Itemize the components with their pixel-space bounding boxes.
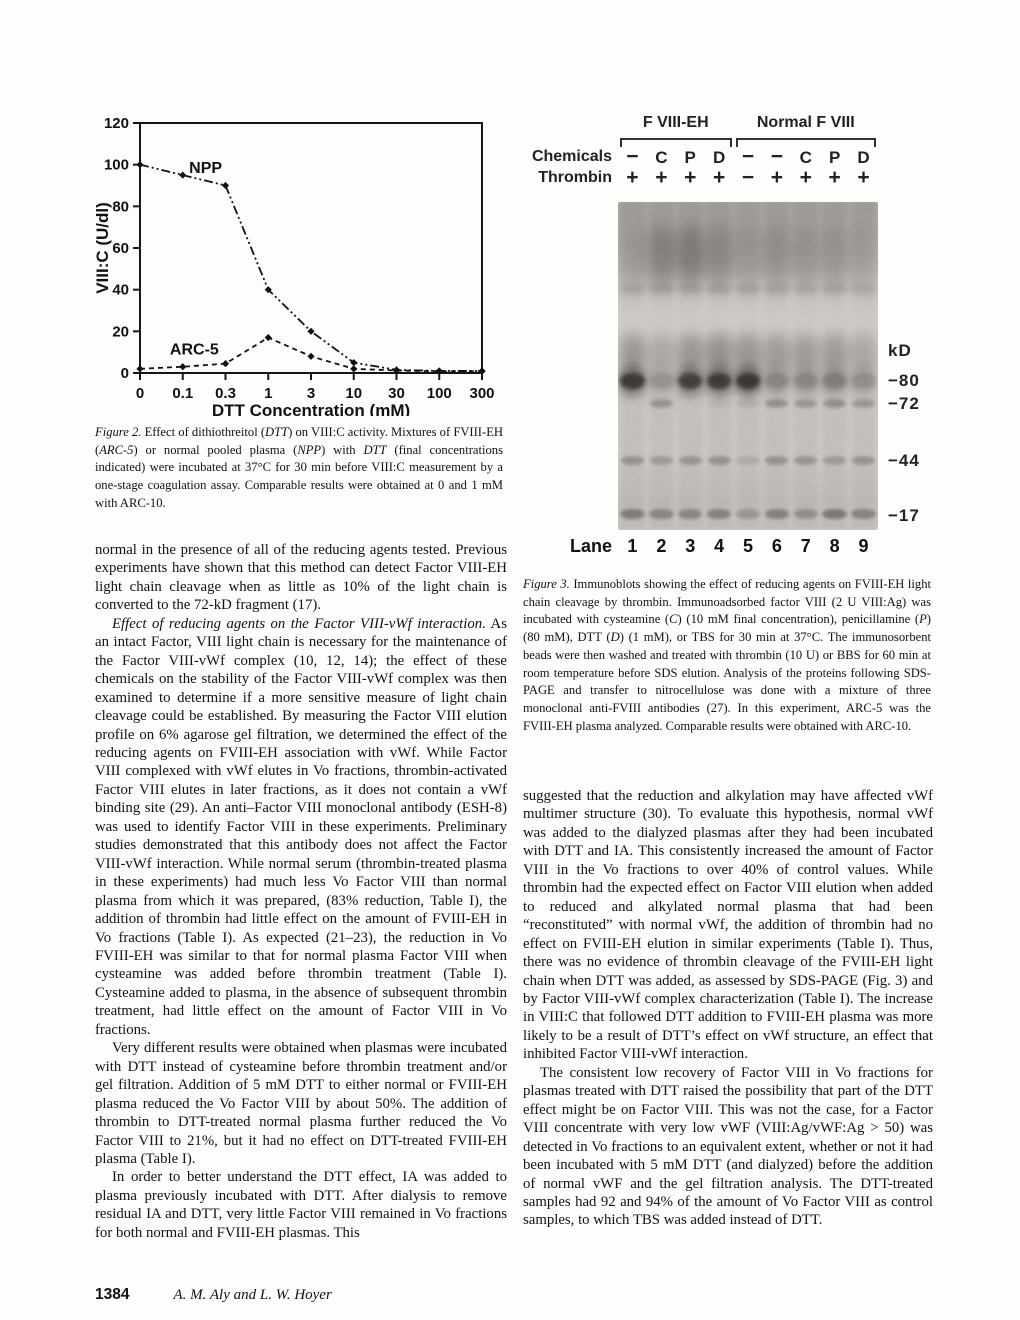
lane-number-3: 3	[685, 536, 696, 556]
kd-marker-44: −44	[888, 451, 920, 471]
group-bracket	[736, 138, 876, 147]
x-axis-title: DTT Concentration (mM)	[211, 401, 411, 416]
x-tick-label: 10	[345, 385, 363, 402]
data-point	[222, 182, 229, 189]
thrombin-symbol-lane-7: +	[799, 166, 812, 189]
lane-row-label: Lane	[569, 536, 612, 556]
thrombin-symbol-lane-8: +	[828, 166, 841, 189]
fviii-dtt-chart	[92, 108, 504, 416]
y-tick-label: 80	[112, 198, 129, 216]
chemicals-symbol-lane-9: D	[857, 148, 870, 167]
kd-marker-72: −72	[888, 394, 920, 414]
chemicals-symbol-lane-8: P	[828, 148, 841, 167]
paragraph: suggested that the reduction and alkylation may have affected vWf multimer structure (30). To evaluate this hypothesis, normal vWf was added to the dialyzed plasmas after they had been incubated with DTT and IA. This consistently increased the amount of Factor VIII in the Vo fractions to over 40% of control values. While thrombin had the expected effect on Factor VIII elution when added to reduced and alkylated normal plasma that had been “reconstituted” with normal vWf, the addition of thrombin had no effect on FVIII-EH elution in similar experiments (Table I). Thus, there was no evidence of thrombin cleavage of the FVIII-EH light chain when DTT was added, as assessed by SDS-PAGE (Fig. 3) and by Factor VIII-vWf complex characterization (Table I). The increase in VIII:C that followed DTT addition to FVIII-EH plasma was more likely to be a result of DTT’s effect on vWf structure, an effect that inhibited Factor VIII-vWf interaction.	[523, 788, 933, 1063]
lane-number-9: 9	[858, 536, 869, 556]
figure3-immunoblot	[523, 110, 935, 568]
y-tick-label: 100	[103, 156, 129, 174]
y-tick-label: 20	[112, 323, 129, 341]
figure2-caption: Figure 2. Effect of dithiothreitol (DTT) on VIII:C activity. Mixtures of FVIII-EH (ARC-5) or normal pooled plasma (NPP) with DTT (final concentrations indicated) were incubated at 37°C for 30 min before VIII:C measurement by a one-stage coagulation assay. Comparable results were obtained at 0 and 1 mM with ARC-10.	[95, 425, 503, 510]
running-authors: A. M. Aly and L. W. Hoyer	[173, 1287, 332, 1303]
lane-number-1: 1	[627, 536, 638, 556]
thrombin-symbol-lane-2: +	[655, 166, 668, 189]
y-axis-title: VIII:C (U/dl)	[93, 202, 112, 294]
row-label-chemicals: Chemicals	[531, 148, 612, 165]
thrombin-symbol-lane-6: +	[770, 166, 784, 189]
paragraph: normal in the presence of all of the reducing agents tested. Previous experiments have shown that this method can detect Factor VIII-EH light chain cleavage when as little as 10% of the light chain is converted to the 72-kD fragment (17).	[95, 542, 507, 614]
data-point	[136, 365, 143, 372]
chemicals-symbol-lane-6: −	[770, 145, 784, 168]
paragraph: In order to better understand the DTT effect, IA was added to plasma previously incubated with DTT. After dialysis to remove residual IA and DTT, very little Factor VIII remained in Vo fractions for both normal and FVIII-EH plasmas. This	[95, 1169, 507, 1241]
thrombin-symbol-lane-4: +	[712, 166, 726, 189]
data-point	[179, 363, 186, 370]
chemicals-symbol-lane-7: C	[799, 148, 812, 167]
kd-marker-80: −80	[888, 371, 920, 391]
x-tick-label: 0.3	[215, 385, 236, 402]
paragraph: Effect of reducing agents on the Factor VIII-vWf interaction. As an intact Factor, VIII light chain is necessary for the maintenance of the Factor VIII-vWf complex (10, 12, 14); the effect of these chemicals on the stability of the Factor VIII-vWf complex was then examined to determine if a more sensitive measure of light chain cleavage could be established. By measuring the Factor VIII elution profile on 6% agarose gel filtration, we determined the effect of the reducing agents on FVIII-EH association with vWf. While Factor VIII complexed with vWf elutes in Vo fractions, thrombin-activated Factor VIII elutes in later fractions, as it does not contain a vWf binding site (29). An anti–Factor VIII monoclonal antibody (ESH-8) was used to identify Factor VIII in these experiments. Preliminary studies demonstrated that this antibody does not affect the Factor VIII-vWf interaction. While normal serum (thrombin-treated plasma in these experiments) had much less Vo Factor VIII than normal plasma from which it was prepared, (83% reduction, Table I), the addition of thrombin had little effect on the amount of FVIII-EH in Vo fractions (Table I). As expected (21–23), the reduction in Vo FVIII-EH was similar to that for normal plasma Factor VIII when cysteamine was added before thrombin treatment (Table I). Cysteamine added to plasma, in the absence of subsequent thrombin treatment, had little effect on the amount of Factor VIII in Vo fractions.	[95, 615, 507, 1038]
chemicals-symbol-lane-2: C	[655, 148, 668, 167]
right-column-text	[523, 787, 933, 1230]
x-tick-label: 300	[469, 385, 495, 402]
thrombin-symbol-lane-9: +	[857, 166, 870, 189]
lane-number-7: 7	[800, 536, 811, 556]
x-tick-label: 0	[135, 385, 145, 402]
data-point	[265, 334, 272, 341]
data-point	[307, 353, 314, 360]
chemicals-symbol-lane-1: −	[626, 145, 639, 168]
data-point	[350, 365, 357, 372]
x-tick-label: 100	[426, 385, 452, 402]
y-tick-label: 40	[112, 281, 129, 299]
x-tick-label: 1	[264, 385, 273, 402]
chemicals-symbol-lane-5: −	[741, 145, 755, 168]
chemicals-symbol-lane-4: D	[712, 148, 726, 167]
paragraph: The consistent low recovery of Factor VIII in Vo fractions for plasmas treated with DTT raised the possibility that part of the DTT effect might be on Factor VIII. This was not the case, for a Factor VIII concentrate with very low vWF (VIII:Ag/vWF:Ag > 50) was detected in Vo fractions to an equivalent extent, whether or not it had been incubated with 5 mM DTT (and dialyzed) before the addition of normal vWF and the gel filtration analysis. The DTT-treated samples had 92 and 94% of the amount of Vo Factor VIII as control samples, to which TBS was added instead of DTT.	[523, 1064, 933, 1229]
y-tick-label: 60	[112, 240, 129, 257]
lane-number-6: 6	[771, 536, 782, 556]
kd-marker-kD: kD	[888, 341, 912, 361]
group-label-normal-f-viii: Normal F VIII	[756, 114, 855, 131]
lane-number-4: 4	[714, 536, 725, 556]
data-point	[222, 360, 229, 367]
figure3-caption: Figure 3. Immunoblots showing the effect of reducing agents on FVIII-EH light chain cleavage by thrombin. Immunoadsorbed factor VIII (2 U VIII:Ag) was incubated with cysteamine (C) (10 mM final concentration), penicillamine (P) (80 mM), DTT (D) (1 mM), or TBS for 30 min at 37°C. The immunosorbent beads were then washed and treated with thrombin (10 U) or BBS for 60 min at room temperature before SDS elution. Analysis of the proteins following SDS-PAGE and transfer to nitrocellulose was done with a mixture of three monoclonal anti-FVIII antibodies (27). In this experiment, ARC-5 was the FVIII-EH plasma analyzed. Comparable results were obtained with ARC-10.	[523, 577, 932, 733]
figure2-chart	[92, 108, 504, 421]
x-tick-label: 30	[388, 385, 405, 402]
gel-image	[618, 202, 878, 530]
data-point	[179, 171, 186, 178]
chemicals-symbol-lane-3: P	[684, 148, 696, 167]
thrombin-symbol-lane-1: +	[626, 166, 639, 189]
left-column-text	[95, 541, 507, 1242]
kd-marker-17: −17	[888, 505, 920, 525]
group-label-f-viii-eh: F VIII-EH	[642, 114, 709, 131]
series-line-npp	[140, 165, 482, 371]
page-number: 1384	[95, 1286, 130, 1303]
lane-number-5: 5	[742, 536, 754, 556]
data-point	[307, 328, 314, 335]
gel-grain-texture	[618, 202, 878, 530]
data-point	[136, 161, 143, 168]
series-label-npp: NPP	[189, 160, 223, 177]
x-tick-label: 3	[306, 385, 316, 402]
thrombin-symbol-lane-3: +	[684, 166, 697, 189]
lane-number-2: 2	[656, 536, 667, 556]
row-label-thrombin: Thrombin	[538, 169, 612, 186]
y-tick-label: 120	[103, 115, 129, 132]
series-label-arc-5: ARC-5	[169, 341, 219, 359]
x-tick-label: 0.1	[172, 385, 194, 402]
thrombin-symbol-lane-5: −	[741, 166, 755, 189]
page-footer	[95, 1286, 332, 1304]
lane-number-8: 8	[829, 536, 840, 556]
paragraph: Very different results were obtained when plasmas were incubated with DTT instead of cysteamine before thrombin treatment and/or gel filtration. Addition of 5 mM DTT to either normal or FVIII-EH plasma reduced the Vo Factor VIII by about 50%. The addition of thrombin to DTT-treated normal plasma further reduced the Vo Factor VIII to 21%, but it had no effect on DTT-treated FVIII-EH plasma (Table I).	[95, 1040, 507, 1167]
y-tick-label: 0	[120, 365, 129, 382]
